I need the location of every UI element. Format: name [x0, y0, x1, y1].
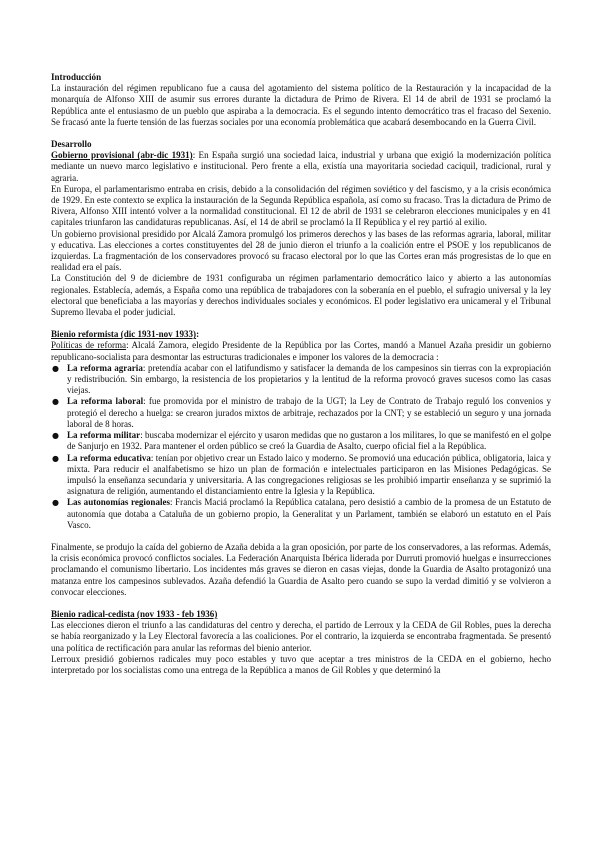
intro-paragraph: La instauración del régimen republicano fue a causa del agotamiento del sistema político de la Restauración y la incapacidad de la monarquía de Alfonso XIII de asumir sus errores durante la dictadura de Primo de Rivera. El 14 de abril de 1931 se proclamó la República ante el entusiasmo de un pueblo que aspiraba a la democracia. Es el segundo intento democrático tras el fracaso del Sexenio. Se fracasó ante la fuerte tensión de las fuerzas sociales por una economía problemática que acabará desembocando en la Guerra Civil. [51, 83, 551, 127]
list-item-text: : tenían por objetivo crear un Estado laico y moderno. Se promovió una educación pública, obligatoria, laica y mixta. Para reducir el analfabetismo se hizo un plan de formación e intelectuales participaron en las Misiones Pedagógicas. Se impulsó la enseñanza secundaria y universitaria. A las congregaciones religiosas se les prohibió impartir enseñanza y se suprimió la asignatura de religión, aumentando el distanciamiento entre la Iglesia y la República. [67, 452, 551, 497]
bienio-radical-heading [51, 609, 551, 620]
list-item-text: : pretendía acabar con el latifundismo y satisfacer la demanda de los campesinos sin tierras con la expropiación y redistribución. Sin embargo, la resistencia de los propietarios y la lentitud de la reforma provocó graves sucesos como las casas viejas. [67, 362, 551, 396]
list-item-autonomias-regionales [67, 497, 551, 531]
bienio-reformista-heading [51, 329, 551, 340]
list-item-label: La reforma agraria [67, 362, 143, 373]
politicas-reforma-label: Políticas de reforma [51, 340, 127, 351]
bienio-reformista-title: Bienio reformista (dic 1931-nov 1933) [51, 329, 197, 340]
gobierno-provisional-text: : En España surgió una sociedad laica, industrial y urbana que exigió la modernización política mediante un nuevo marco legislativo e institucional. Pero frente a ella, existía una mayoritaria sociedad caciquil, tradicional, rural y agraria. [51, 150, 551, 183]
section-heading-desarrollo: Desarrollo [51, 139, 92, 150]
list-item-reforma-educativa [67, 453, 551, 498]
reformas-list [51, 363, 551, 531]
elecciones-paragraph: Las elecciones dieron el triunfo a las candidaturas del centro y derecha, el partido de Lerroux y la CEDA de Gil Robles, pues la derecha se había reorganizado y la Ley Electoral favorecía a las coaliciones. Por el contrario, la izquierda se encontraba fragmentada. Se presentó una política de rectificación para anular las reformas del bienio anterior. [51, 620, 551, 653]
section-heading-introduccion: Introducción [51, 72, 102, 82]
list-item-reforma-militar [67, 430, 551, 452]
lerroux-paragraph: Lerroux presidió gobiernos radicales muy poco estables y tuvo que aceptar a tres ministros de la CEDA en el gobierno, hecho interpretado por los socialistas como una entrega de la República a manos de Gil Robles y que determinó la [51, 653, 551, 675]
list-item-label: La reforma educativa [67, 452, 151, 463]
finalmente-paragraph: Finalmente, se produjo la caída del gobierno de Azaña debida a la gran oposición, por parte de los conservadores, a las reformas. Además, la crisis económica provocó conflictos sociales. La Federación Anarquista Ibérica liderada por Durruti promovió huelgas e insurrecciones proclamando el comunismo libertario. Los incidentes más graves se dieron en casas viejas, donde la Guardia de Asalto protagonizó una matanza entre los campesinos sublevados. Azaña defendió la Guardia de Asalto pero cuando se supo la verdad dimitió y se volvieron a convocar elecciones. [51, 541, 551, 597]
gobierno-provisional-paragraph [51, 150, 551, 184]
gobierno-zamora-paragraph: Un gobierno provisional presidido por Alcalá Zamora promulgó los primeros derechos y las bases de las reformas agraria, laboral, militar y educativa. Las elecciones a cortes constituyentes del 28 de junio dieron el triunfo a la coalición entre el PSOE y los republicanos de izquierdas. La fragmentación de los conservadores provocó su fracaso electoral por lo que las Cortes eran más progresistas de lo que en realidad era el país. [51, 228, 551, 273]
list-item-label: La reforma militar [67, 430, 141, 441]
bienio-radical-title: Bienio radical-cedista (nov 1933 - feb 1936) [51, 608, 218, 619]
constitucion-paragraph: La Constitución del 9 de diciembre de 1931 configuraba un régimen parlamentario democrático laico y abierto a las autonomías regionales. Establecía, además, a España como una república de trabajadores con la soberanía en el pueblo, el sufragio universal y la ley electoral que beneficiaba a las mayorías y derechos individuales sociales y económicos. El poder legislativo era unicameral y el Tribunal Supremo llevaba el poder judicial. [51, 273, 551, 318]
list-item-text: : buscaba modernizar el ejército y usaron medidas que no gustaron a los militares, lo que se manifestó en el golpe de Sanjurjo en 1932. Para mantener el orden público se creó la Guardia de Asalto, cuerpo oficial fiel a la República. [67, 430, 551, 452]
bienio-reformista-colon: : [196, 329, 200, 340]
gobierno-provisional-title: Gobierno provisional (abr-dic 1931) [51, 150, 193, 161]
list-item-label: La reforma laboral [67, 396, 144, 407]
list-item-reforma-agraria [67, 363, 551, 397]
politicas-reforma-paragraph [51, 340, 551, 362]
list-item-label: Las autonomías regionales [67, 497, 171, 508]
list-item-text: : fue promovida por el ministro de trabajo de la UGT; la Ley de Contrato de Trabajo reguló los convenios y protegió el derecho a huelga: se crearon jurados mixtos de arbitraje, rechazados por la CNT; y se estableció un seguro y una jornada laboral de 8 horas. [67, 396, 551, 429]
politicas-reforma-text: : Alcalá Zamora, elegido Presidente de la República por las Cortes, mandó a Manuel Azaña presidir un gobierno republicano-socialista para desmontar las estructuras tradicionales e imponer los valores de la democracia : [51, 340, 551, 362]
list-item-text: : Francis Maciá proclamó la República catalana, pero desistió a cambio de la promesa de un Estatuto de autonomía que dotaba a Cataluña de un gobierno propio, la Generalitat y un Parlament, también se elaboró un estatuto en el País Vasco. [67, 497, 551, 530]
list-item-reforma-laboral [67, 396, 551, 430]
europa-paragraph: En Europa, el parlamentarismo entraba en crisis, debido a la consolidación del régimen soviético y del fascismo, y a la crisis económica de 1929. En este contexto se explica la instauración de la Segunda República española, así como su fracaso. Tras la dictadura de Primo de Rivera, Alfonso XIII intentó volver a la normalidad constitucional. El 12 de abril de 1931 se celebraron elecciones municipales y en 41 capitales triunfaron las candidaturas republicanas. Así, el 14 de abril se proclamó la II República y el rey partió al exilio. [51, 183, 551, 228]
